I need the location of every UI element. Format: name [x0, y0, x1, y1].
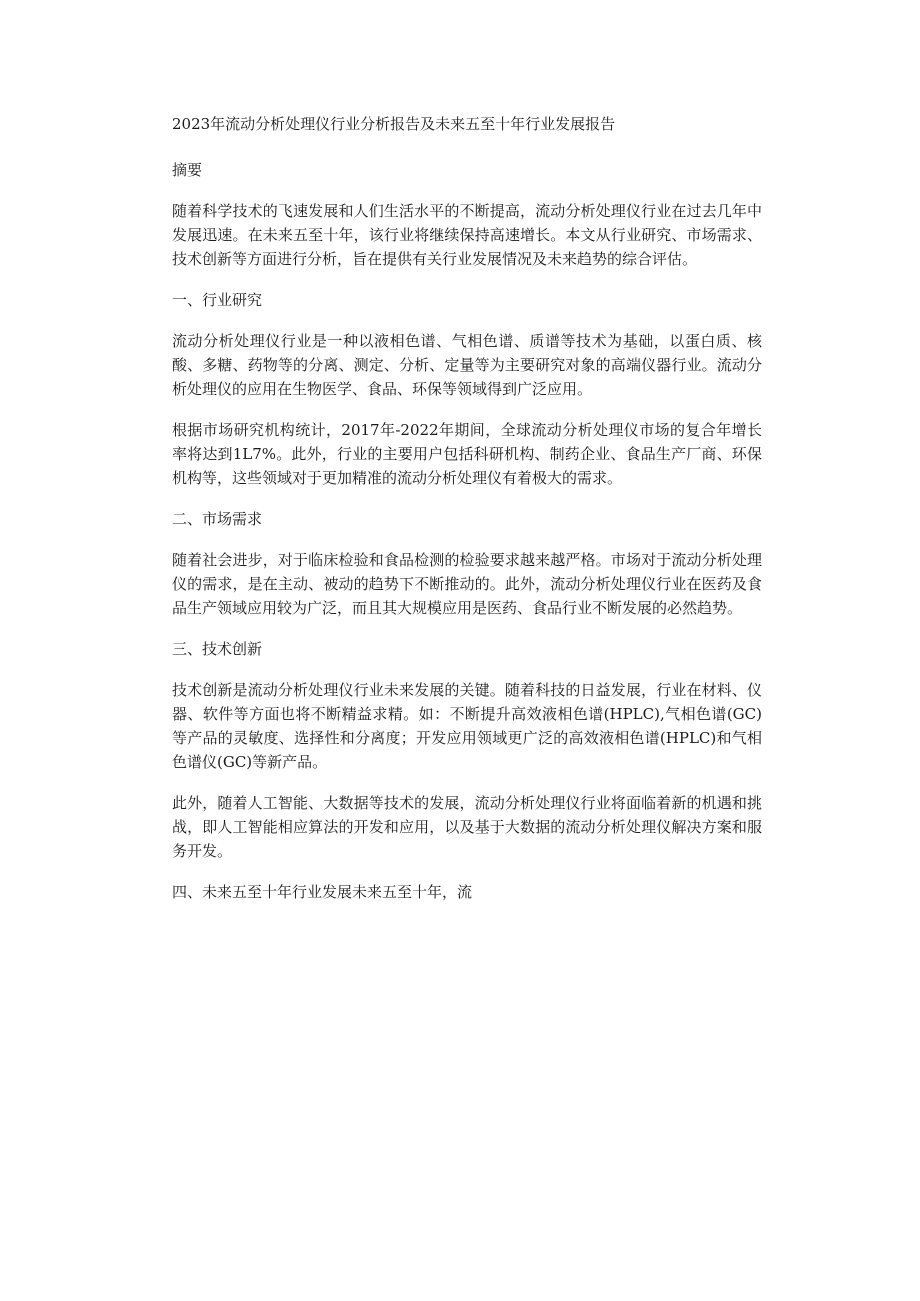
paragraph: 此外，随着人工智能、大数据等技术的发展，流动分析处理仪行业将面临着新的机遇和挑战，即人工智能相应算法的开发和应用，以及基于大数据的流动分析处理仪解决方案和服务开发。 — [172, 794, 762, 860]
section-heading-tech-innovation: 三、技术创新 — [172, 640, 263, 658]
abstract-label: 摘要 — [172, 161, 203, 179]
document-title: 2023年流动分析处理仪行业分析报告及未来五至十年行业发展报告 — [172, 115, 616, 133]
abstract-paragraph: 随着科学技术的飞速发展和人们生活水平的不断提高，流动分析处理仪行业在过去几年中发展迅速。在未来五至十年，该行业将继续保持高速增长。本文从行业研究、市场需求、技术创新等方面进行分析，旨在提供有关行业发展情况及未来趋势的综合评估。 — [172, 202, 762, 268]
section-heading-market-demand: 二、市场需求 — [172, 510, 263, 528]
document-body — [172, 112, 762, 921]
paragraph: 技术创新是流动分析处理仪行业未来发展的关键。随着科技的日益发展，行业在材料、仪器、软件等方面也将不断精益求精。如：不断提升高效液相色谱(HPLC),气相色谱(GC)等产品的灵敏度、选择性和分离度；开发应用领域更广泛的高效液相色谱(HPLC)和气相色谱仪(GC)等新产品。 — [172, 681, 762, 771]
section-heading-future-outlook: 四、未来五至十年行业发展未来五至十年，流 — [172, 883, 473, 901]
paragraph: 流动分析处理仪行业是一种以液相色谱、气相色谱、质谱等技术为基础，以蛋白质、核酸、多糖、药物等的分离、测定、分析、定量等为主要研究对象的高端仪器行业。流动分析处理仪的应用在生物医学、食品、环保等领域得到广泛应用。 — [172, 332, 762, 398]
paragraph: 根据市场研究机构统计，2017年-2022年期间，全球流动分析处理仪市场的复合年增长率将达到1L7%。此外，行业的主要用户包括科研机构、制药企业、食品生产厂商、环保机构等，这些领域对于更加精准的流动分析处理仪有着极大的需求。 — [172, 421, 762, 487]
paragraph: 随着社会进步，对于临床检验和食品检测的检验要求越来越严格。市场对于流动分析处理仪的需求，是在主动、被动的趋势下不断推动的。此外，流动分析处理仪行业在医药及食品生产领域应用较为广泛，而且其大规模应用是医药、食品行业不断发展的必然趋势。 — [172, 551, 762, 617]
section-heading-industry-research: 一、行业研究 — [172, 291, 263, 309]
